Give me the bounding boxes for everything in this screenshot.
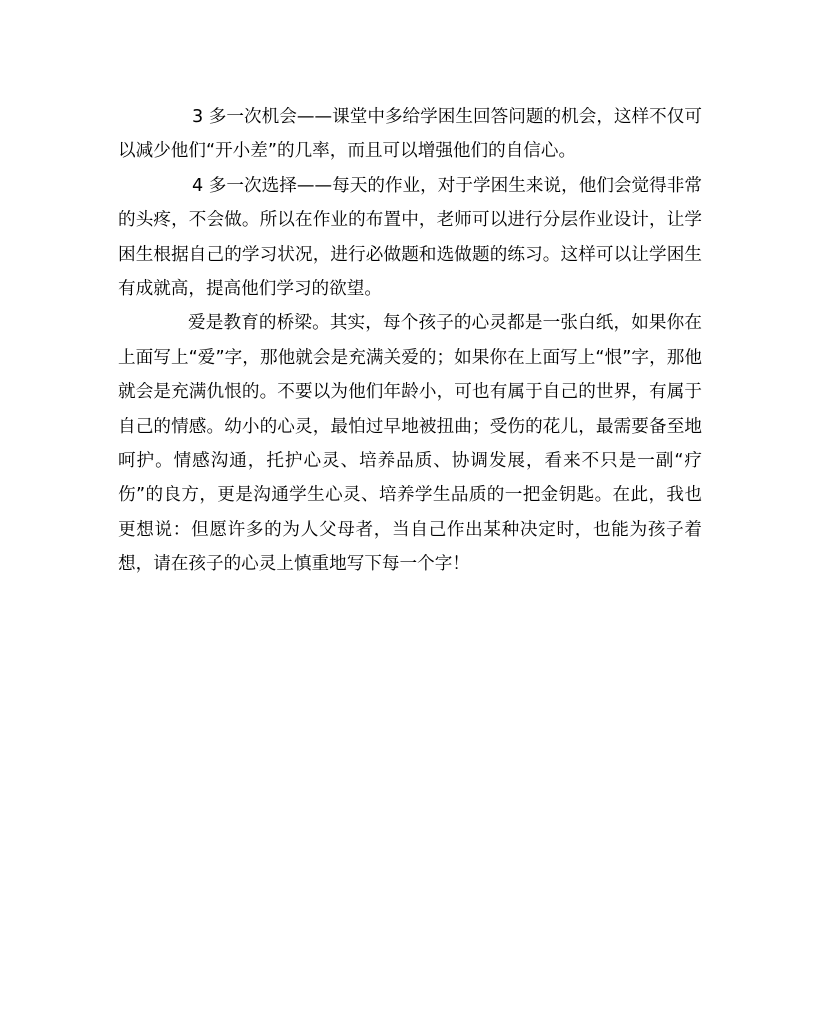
document-body [118,100,702,582]
paragraph-point-3: 3 多一次机会——课堂中多给学困生回答问题的机会，这样不仅可以减少他们“开小差”的几率，而且可以增强他们的自信心。 [118,107,702,162]
paragraph-point-4: 4 多一次选择——每天的作业，对于学困生来说，他们会觉得非常的头疼，不会做。所以在作业的布置中，老师可以进行分层作业设计，让学困生根据自己的学习状况，进行必做题和选做题的练习。这样可以让学困生有成就高，提高他们学习的欲望。 [118,175,702,300]
paragraph-conclusion: 爱是教育的桥梁。其实，每个孩子的心灵都是一张白纸，如果你在上面写上“爱”字，那他就会是充满关爱的；如果你在上面写上“恨”字，那他就会是充满仇恨的。不要以为他们年龄小，可也有属于自己的世界，有属于自己的情感。幼小的心灵，最怕过早地被扭曲；受伤的花儿，最需要备至地呵护。情感沟通，托护心灵、培养品质、协调发展，看来不只是一副“疗伤”的良方，更是沟通学生心灵、培养学生品质的一把金钥匙。在此，我也更想说：但愿许多的为人父母者，当自己作出某种决定时，也能为孩子着想，请在孩子的心灵上慎重地写下每一个字！ [118,313,702,575]
